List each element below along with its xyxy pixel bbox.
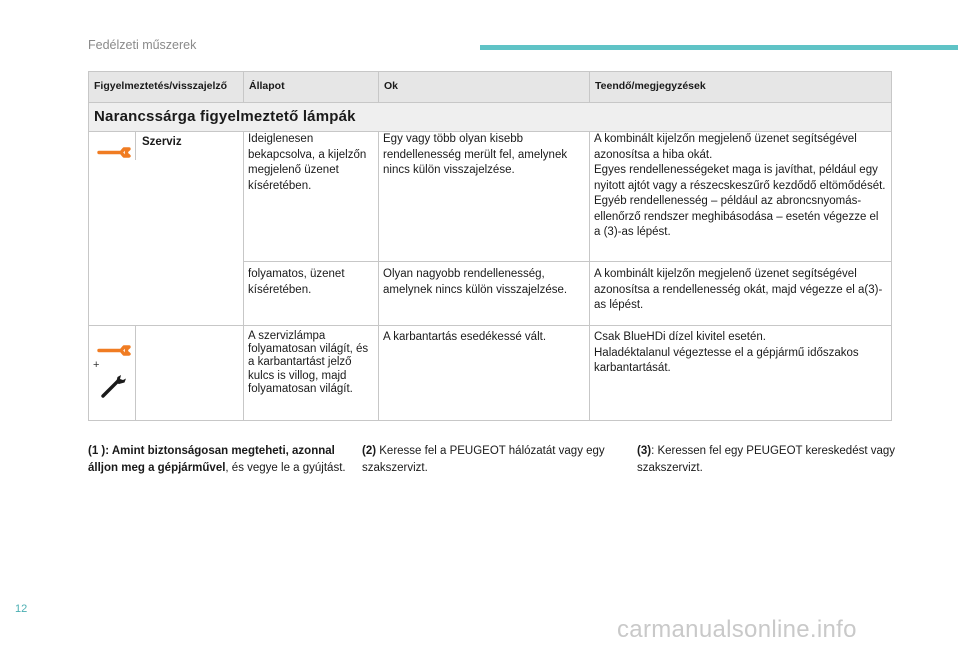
section-row xyxy=(89,103,892,132)
cause-cell: Egy vagy több olyan kisebb rendellenesség merült fel, amelynek nincs külön visszajelzése. xyxy=(379,132,590,262)
status-cell: A szervizlámpa folyamatosan világít, és a karbantartást jelző kulcs is villog, majd folyamatosan világít. xyxy=(244,326,379,421)
table-header-row xyxy=(89,72,892,103)
footnote-2-marker: (2) xyxy=(362,445,377,457)
icon-column xyxy=(93,326,135,420)
status-name-cell-continued xyxy=(135,326,239,420)
cause-cell: Olyan nagyobb rendellenesség, amelynek nincs külön visszajelzése. xyxy=(379,262,590,326)
column-header-status: Állapot xyxy=(244,72,379,103)
status-cell: Ideiglenesen bekapcsolva, a kijelzőn megjelenő üzenet kíséretében. xyxy=(244,132,379,262)
status-cell: folyamatos, üzenet kíséretében. xyxy=(244,262,379,326)
watermark: carmanualsonline.info xyxy=(617,616,857,643)
footnote-1-marker: (1 ): xyxy=(88,445,112,457)
warning-lights-table xyxy=(88,71,892,421)
column-header-action: Teendő/megjegyzések xyxy=(590,72,892,103)
table-row xyxy=(89,132,892,262)
page-number: 12 xyxy=(15,603,28,615)
action-line: A kombinált kijelzőn megjelenő üzenet segítségével azonosítsa a hiba okát. xyxy=(594,133,857,161)
footnote-1-text: , és vegye le a gyújtást. xyxy=(225,462,346,474)
action-line: Haladéktalanul végeztesse el a gépjármű időszakos karbantartását. xyxy=(594,346,859,374)
wrench-icon xyxy=(97,142,131,160)
status-name-cell xyxy=(135,132,239,160)
wrench-icon xyxy=(97,340,131,358)
indicator-cell xyxy=(89,132,244,326)
key-wrench-icon xyxy=(99,373,129,399)
action-line: A kombinált kijelzőn megjelenő üzenet segítségével azonosítsa a rendellenesség okát, majd végezze el a(3)-as lépést. xyxy=(594,268,883,311)
footnote-1-bold-text: Amint biztonságosan megteheti, azonnal álljon meg a gépjárművel xyxy=(88,445,335,474)
section-header-title: Fedélzeti műszerek xyxy=(88,38,197,52)
action-line: Egyes rendellenességeket maga is javíthat, például egy nyitott ajtót vagy a részecskeszűrő kezdődő eltömődését. xyxy=(594,164,886,192)
action-cell xyxy=(590,262,892,326)
column-header-indicator: Figyelmeztetés/visszajelző xyxy=(89,72,244,103)
footnote-3-marker: (3) xyxy=(637,445,652,457)
action-cell xyxy=(590,326,892,421)
column-header-cause: Ok xyxy=(379,72,590,103)
header-accent-bar xyxy=(480,45,958,50)
indicator-cell xyxy=(89,326,244,421)
table-row xyxy=(89,326,892,421)
footnote-3-text: : Keressen fel egy PEUGEOT kereskedést vagy szakszervizt. xyxy=(637,445,896,474)
plus-sign: + xyxy=(93,359,100,371)
footnote-2-text: Keresse fel a PEUGEOT hálózatát vagy egy szakszervizt. xyxy=(362,445,605,474)
icon-column xyxy=(93,132,135,160)
footnote-1 xyxy=(88,443,350,477)
action-line: Egyéb rendellenesség – például az abroncsnyomás-ellenőrző rendszer meghibásodása – esetén végezze el a (3)-as lépést. xyxy=(594,195,879,238)
action-cell xyxy=(590,132,892,262)
footnote-2 xyxy=(362,443,624,477)
cause-cell: A karbantartás esedékessé vált. xyxy=(379,326,590,421)
section-title: Narancssárga figyelmeztető lámpák xyxy=(89,103,892,132)
action-line: Csak BlueHDi dízel kivitel esetén. xyxy=(594,331,766,343)
footnote-3 xyxy=(637,443,899,477)
status-name: Szerviz xyxy=(142,136,182,148)
